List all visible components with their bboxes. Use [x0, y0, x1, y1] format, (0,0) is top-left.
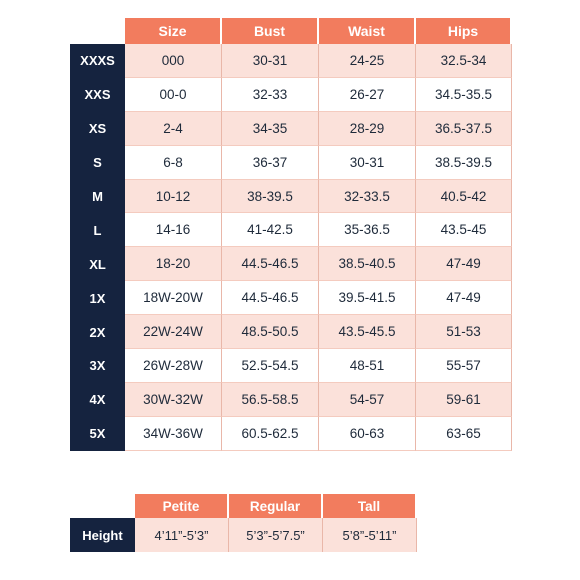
table-row: [125, 349, 512, 383]
cell-size: 00-0: [125, 78, 222, 112]
cell-hips: 32.5-34: [416, 44, 512, 78]
cell-waist: 28-29: [319, 112, 416, 146]
cell-bust: 60.5-62.5: [222, 417, 319, 451]
size-label: XL: [89, 256, 106, 272]
header-tall: Tall: [323, 494, 417, 518]
cell-bust: 41-42.5: [222, 213, 319, 247]
cell-hips: 38.5-39.5: [416, 146, 512, 180]
cell-bust: 34-35: [222, 112, 319, 146]
size-label-column: [70, 44, 125, 451]
size-chart-table: [70, 18, 512, 451]
cell-bust: 38-39.5: [222, 180, 319, 214]
cell-hips: 55-57: [416, 349, 512, 383]
header-size: Size: [125, 18, 222, 44]
height-label: Height: [70, 518, 135, 552]
size-label: XXS: [84, 87, 111, 103]
cell-size: 26W-28W: [125, 349, 222, 383]
cell-bust: 48.5-50.5: [222, 315, 319, 349]
cell-bust: 44.5-46.5: [222, 247, 319, 281]
cell-bust: 44.5-46.5: [222, 281, 319, 315]
cell-waist: 48-51: [319, 349, 416, 383]
header-petite: Petite: [135, 494, 229, 518]
cell-waist: 32-33.5: [319, 180, 416, 214]
table-row: [125, 78, 512, 112]
cell-size: 22W-24W: [125, 315, 222, 349]
table-row: [125, 281, 512, 315]
table-row: [125, 180, 512, 214]
size-label: XXXS: [80, 53, 115, 69]
cell-waist: 39.5-41.5: [319, 281, 416, 315]
cell-waist: 43.5-45.5: [319, 315, 416, 349]
cell-size: 34W-36W: [125, 417, 222, 451]
cell-size: 18-20: [125, 247, 222, 281]
size-label: XS: [88, 121, 107, 137]
size-chart-grid: [125, 44, 512, 451]
table-row: [125, 383, 512, 417]
table-row: [125, 146, 512, 180]
height-chart-table: [70, 494, 417, 552]
cell-hips: 47-49: [416, 247, 512, 281]
size-label: L: [93, 222, 102, 238]
table-row: [125, 213, 512, 247]
height-header-row: [135, 494, 417, 518]
table-row: [125, 44, 512, 78]
cell-bust: 56.5-58.5: [222, 383, 319, 417]
cell-hips: 36.5-37.5: [416, 112, 512, 146]
table-row: [125, 417, 512, 451]
height-row: [70, 518, 417, 552]
size-label: 4X: [89, 392, 106, 408]
cell-size: 6-8: [125, 146, 222, 180]
size-label: 2X: [89, 324, 106, 340]
size-label: 3X: [89, 358, 106, 374]
cell-waist: 24-25: [319, 44, 416, 78]
cell-hips: 40.5-42: [416, 180, 512, 214]
height-petite: 4’11”-5’3”: [135, 518, 229, 552]
header-regular: Regular: [229, 494, 323, 518]
table-row: [125, 247, 512, 281]
cell-size: 30W-32W: [125, 383, 222, 417]
cell-waist: 38.5-40.5: [319, 247, 416, 281]
cell-size: 000: [125, 44, 222, 78]
cell-hips: 51-53: [416, 315, 512, 349]
cell-hips: 59-61: [416, 383, 512, 417]
cell-hips: 34.5-35.5: [416, 78, 512, 112]
table-row: [125, 112, 512, 146]
cell-size: 14-16: [125, 213, 222, 247]
cell-waist: 54-57: [319, 383, 416, 417]
header-waist: Waist: [319, 18, 416, 44]
cell-bust: 52.5-54.5: [222, 349, 319, 383]
height-tall: 5’8”-5’11”: [323, 518, 417, 552]
size-label: 1X: [89, 290, 106, 306]
cell-size: 18W-20W: [125, 281, 222, 315]
cell-waist: 60-63: [319, 417, 416, 451]
cell-waist: 30-31: [319, 146, 416, 180]
table-row: [125, 315, 512, 349]
cell-hips: 63-65: [416, 417, 512, 451]
cell-bust: 36-37: [222, 146, 319, 180]
cell-bust: 30-31: [222, 44, 319, 78]
size-label: S: [93, 155, 102, 171]
cell-waist: 35-36.5: [319, 213, 416, 247]
cell-hips: 43.5-45: [416, 213, 512, 247]
header-bust: Bust: [222, 18, 319, 44]
size-label: 5X: [89, 426, 106, 442]
cell-bust: 32-33: [222, 78, 319, 112]
size-label: M: [92, 189, 103, 204]
height-regular: 5’3”-5’7.5”: [229, 518, 323, 552]
cell-size: 10-12: [125, 180, 222, 214]
cell-waist: 26-27: [319, 78, 416, 112]
size-chart-header-row: [125, 18, 512, 44]
header-hips: Hips: [416, 18, 512, 44]
cell-hips: 47-49: [416, 281, 512, 315]
cell-size: 2-4: [125, 112, 222, 146]
